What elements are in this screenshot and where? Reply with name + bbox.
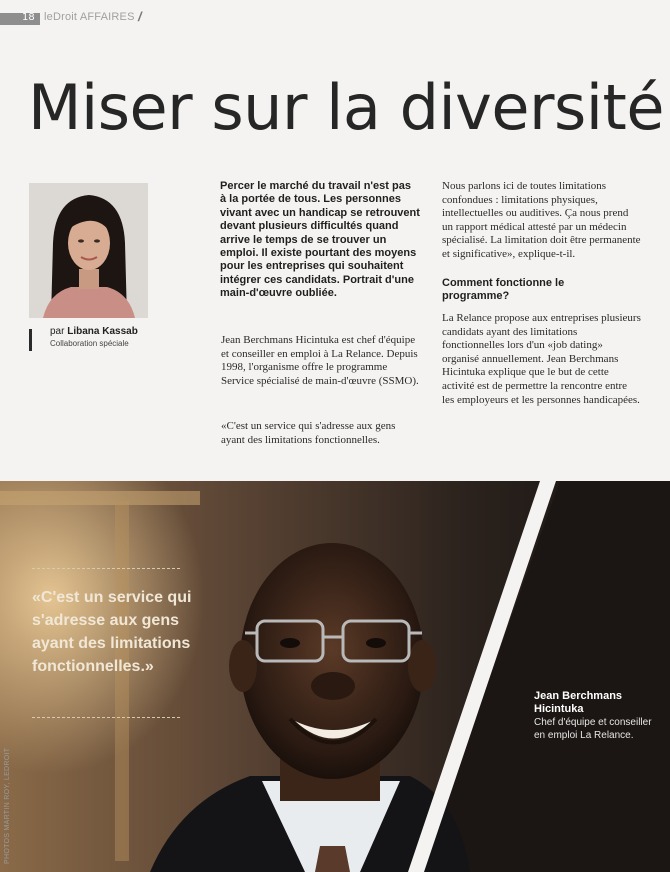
body-paragraph: La Relance propose aux entreprises plusieurs candidats ayant des limitations fonctionnelles lors d'un «job dating» organisé annuellement. Jean Berchmans Hicintuka explique que le but de cette activité est de permettre la rencontre entre les employeurs et les personnes handicapées. <box>442 312 641 406</box>
header-slash-decoration: / <box>138 9 142 24</box>
section-heading: Comment fonctionne le programme? <box>442 277 565 303</box>
body-paragraph: Nous parlons ici de toutes limitations confondues : limitations physiques, intellectuelles ou auditives. Ça nous prend un rapport médical attesté par un médecin spécialisé. La limitation doit être permanente et significative», explique-t-il. <box>442 180 641 260</box>
pull-quote: «C'est un service qui s'adresse aux gens ayant des limitations fonctionnelles.» <box>32 589 192 675</box>
author-portrait <box>29 183 148 318</box>
body-paragraph: Jean Berchmans Hicintuka est chef d'équipe et conseiller en emploi à La Relance. Depuis 1998, l'organisme offre le programme Service spécialisé de main-d'œuvre (SSMO). <box>221 334 419 387</box>
body-paragraph: «C'est un service qui s'adresse aux gens ayant des limitations fonctionnelles. <box>221 420 396 446</box>
page-number: 18 <box>22 12 35 23</box>
byline-prefix: par <box>50 326 65 337</box>
main-photo <box>0 481 670 872</box>
article-title: Miser sur la diversité <box>28 71 664 144</box>
quote-rule-top <box>32 568 180 569</box>
author-role: Collaboration spéciale <box>50 339 129 348</box>
byline-bar <box>29 329 32 351</box>
photo-credit: PHOTOS MARTIN ROY, LEDROIT <box>4 747 11 864</box>
article-lead: Percer le marché du travail n'est pas à la portée de tous. Les personnes vivant avec un handicap se retrouvent devant plusieurs difficultés quand arrive le temps de se trouver un emploi. Il existe pourtant des moyens pour les entreprises qui souhaitent intégrer ces candidats. Portrait d'une main-d'œuvre oubliée. <box>220 180 420 300</box>
caption-role: Chef d'équipe et conseiller en emploi La Relance. <box>534 717 652 741</box>
author-name: Libana Kassab <box>67 326 138 337</box>
byline <box>50 326 138 338</box>
caption-name: Jean Berchmans Hicintuka <box>534 690 623 715</box>
quote-rule-bottom <box>32 717 180 718</box>
publication-name: leDroit AFFAIRES <box>44 11 135 23</box>
